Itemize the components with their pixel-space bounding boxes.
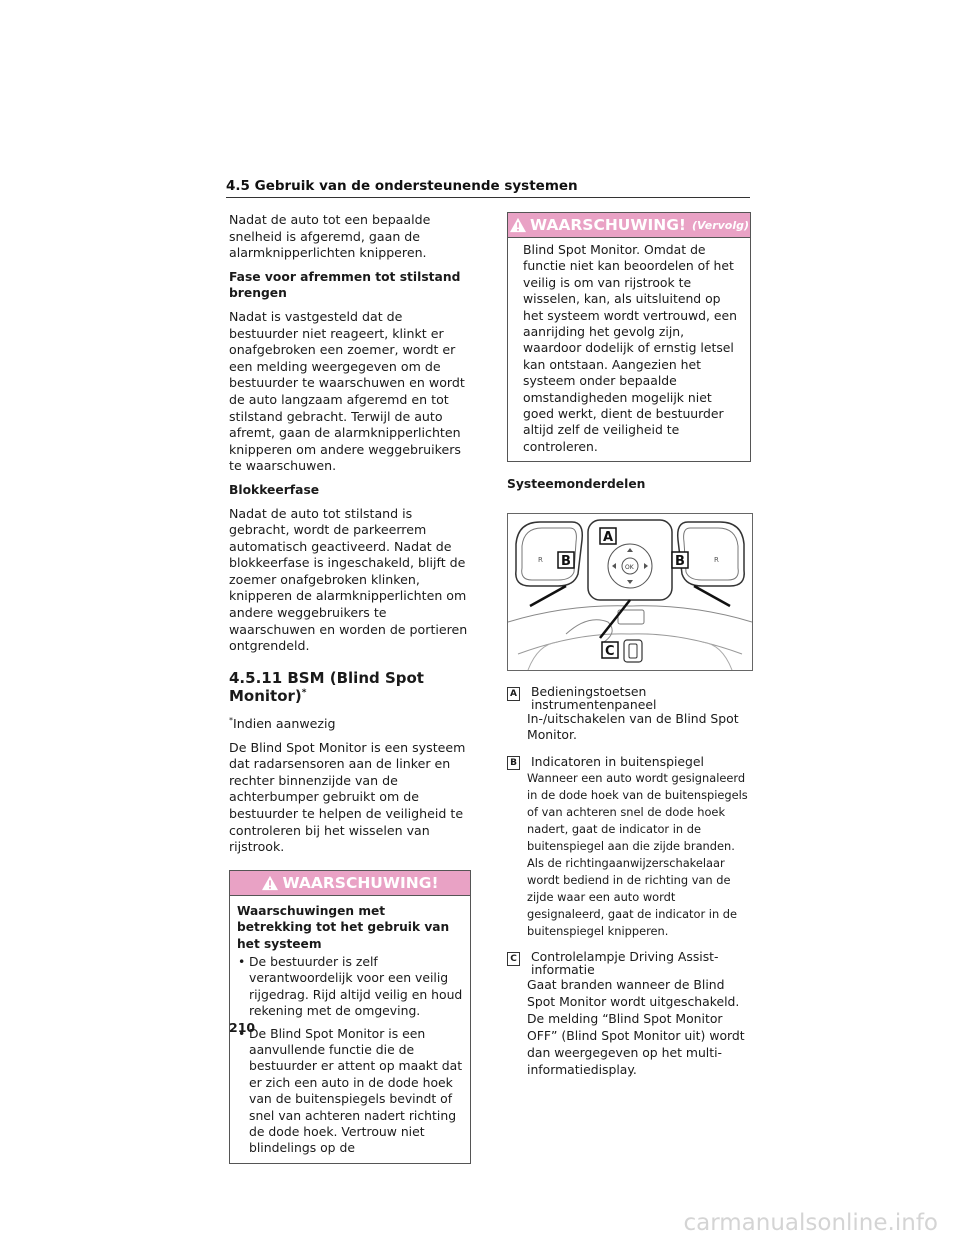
continued-label: (Vervolg) — [692, 218, 750, 232]
warning-triangle-icon — [261, 875, 279, 891]
warning-box — [229, 870, 471, 1164]
warning-list — [237, 954, 463, 1157]
figure-label-b-left: B — [561, 553, 571, 569]
left-column — [229, 212, 471, 1164]
warning-text: Blind Spot Monitor. Omdat de functie niet kan beoordelen of het veilig is om van rijstrook te wisselen, kan, als uitsluitend op het systeem wordt vertrouwd, een aanrijding het gevolg zijn, waardoor dodelijk of ernstig letsel kan ontstaan. Aangezien het systeem onder bepaalde omstandigheden mogelijk niet goed werkt, dient de bestuurder altijd zelf de veiligheid te controleren. — [523, 242, 738, 454]
cockpit-illustration — [508, 514, 752, 670]
definition-b — [507, 754, 751, 940]
list-item: • De Blind Spot Monitor is een aanvullende functie die de bestuurder er attent op maakt dat er zich een auto in de dode hoek van de buitenspiegels bevindt of snel van achteren nadert richting de dode hoek. Vertrouw niet blindelings op de — [237, 1026, 463, 1157]
warning-subtitle: Waarschuwingen met betrekking tot het gebruik van het systeem — [237, 903, 450, 951]
heading-fase: Fase voor afremmen tot stilstand brengen — [229, 269, 461, 301]
warning-triangle-icon — [509, 217, 527, 233]
definition-text: In-/uitschakelen van de Blind Spot Monitor. — [527, 710, 739, 743]
definition-a — [507, 685, 751, 744]
paragraph-fase: Nadat is vastgesteld dat de bestuurder niet reageert, klinkt er onafgebroken een zoemer, wordt er een melding weergegeven om de bestuurder te waarschuwen en wordt de auto langzaam afgeremd en tot stilstand gebracht. Terwijl de auto afremt, gaan de alarmknipperlichten knipperen om andere weggebruikers te waarschuwen. — [229, 308, 465, 474]
definition-c — [507, 950, 751, 1078]
warning-body — [508, 238, 750, 461]
definition-title: Controlelampje Driving Assist-informatie — [531, 949, 719, 978]
warning-body — [230, 896, 470, 1163]
footnote: *Indien aanwezig — [229, 715, 336, 732]
badge-c: C — [507, 952, 520, 966]
ok-label: OK — [625, 563, 634, 571]
section-header: 4.5 Gebruik van de ondersteunende systemen — [226, 178, 750, 198]
paragraph-bsm: De Blind Spot Monitor is een systeem dat radarsensoren aan de linker en rechter binnenzijde van de achterbumper gebruikt om de bestuurder te helpen de veiligheid te controleren bij het wisselen van rijstrook. — [229, 739, 466, 855]
definition-text: Wanneer een auto wordt gesignaleerd in de dode hoek van de buitenspiegels of van achteren snel de dode hoek nadert, gaat de indicator in de buitenspiegel aan die zijde branden. Als de richtingaanwijzerschakelaar wordt bediend in de richting van de zijde waar een auto wordt gesignaleerd, gaat de indicator in de buitenspiegel knipperen. — [527, 771, 748, 939]
svg-text:R: R — [714, 555, 719, 564]
system-components-figure — [507, 513, 753, 671]
warning-header: WAARSCHUWING! (Vervolg) — [508, 213, 750, 238]
badge-a: A — [507, 687, 520, 701]
definition-text: Gaat branden wanneer de Blind Spot Monitor wordt uitgeschakeld. De melding “Blind Spot Monitor OFF” (Blind Spot Monitor uit) wordt dan weergegeven op het multi-informatiedisplay. — [527, 977, 745, 1078]
subsection-title: 4.5.11 BSM (Blind Spot Monitor)* — [229, 668, 424, 705]
page-number: 210 — [229, 1020, 256, 1035]
paragraph-blokkeer: Nadat de auto tot stilstand is gebracht, wordt de parkeerrem automatisch geactiveerd. Nadat de blokkeerfase is ingeschakeld, blijft de zoemer onafgebroken klinken, knipperen de alarmknipperlichten om andere weggebruikers te waarschuwen en worden de portieren ontgrendeld. — [229, 505, 468, 654]
heading-blokkeer: Blokkeerfase — [229, 482, 320, 497]
warning-header: WAARSCHUWING! — [230, 871, 470, 896]
figure-label-a: A — [603, 529, 614, 545]
svg-text:R: R — [538, 555, 543, 564]
figure-label-c: C — [605, 643, 615, 659]
heading-systeemonderdelen: Systeemonderdelen — [507, 477, 646, 492]
definition-list — [507, 685, 751, 1078]
paragraph-alarm: Nadat de auto tot een bepaalde snelheid is afgeremd, gaan de alarmknipperlichten knipperen. — [229, 212, 431, 261]
watermark: carmanualsonline.info — [683, 1210, 938, 1236]
figure-label-b-right: B — [675, 553, 685, 569]
definition-title: Indicatoren in buitenspiegel — [531, 753, 704, 769]
list-item: • De bestuurder is zelf verantwoordelijk voor een veilig rijgedrag. Rijd altijd veilig en houd rekening met de omgeving. — [237, 954, 463, 1020]
badge-b: B — [507, 756, 520, 770]
warning-continued-box — [507, 212, 751, 462]
right-column — [507, 212, 751, 1088]
definition-title: Bedieningstoetsen instrumentenpaneel — [531, 683, 657, 712]
